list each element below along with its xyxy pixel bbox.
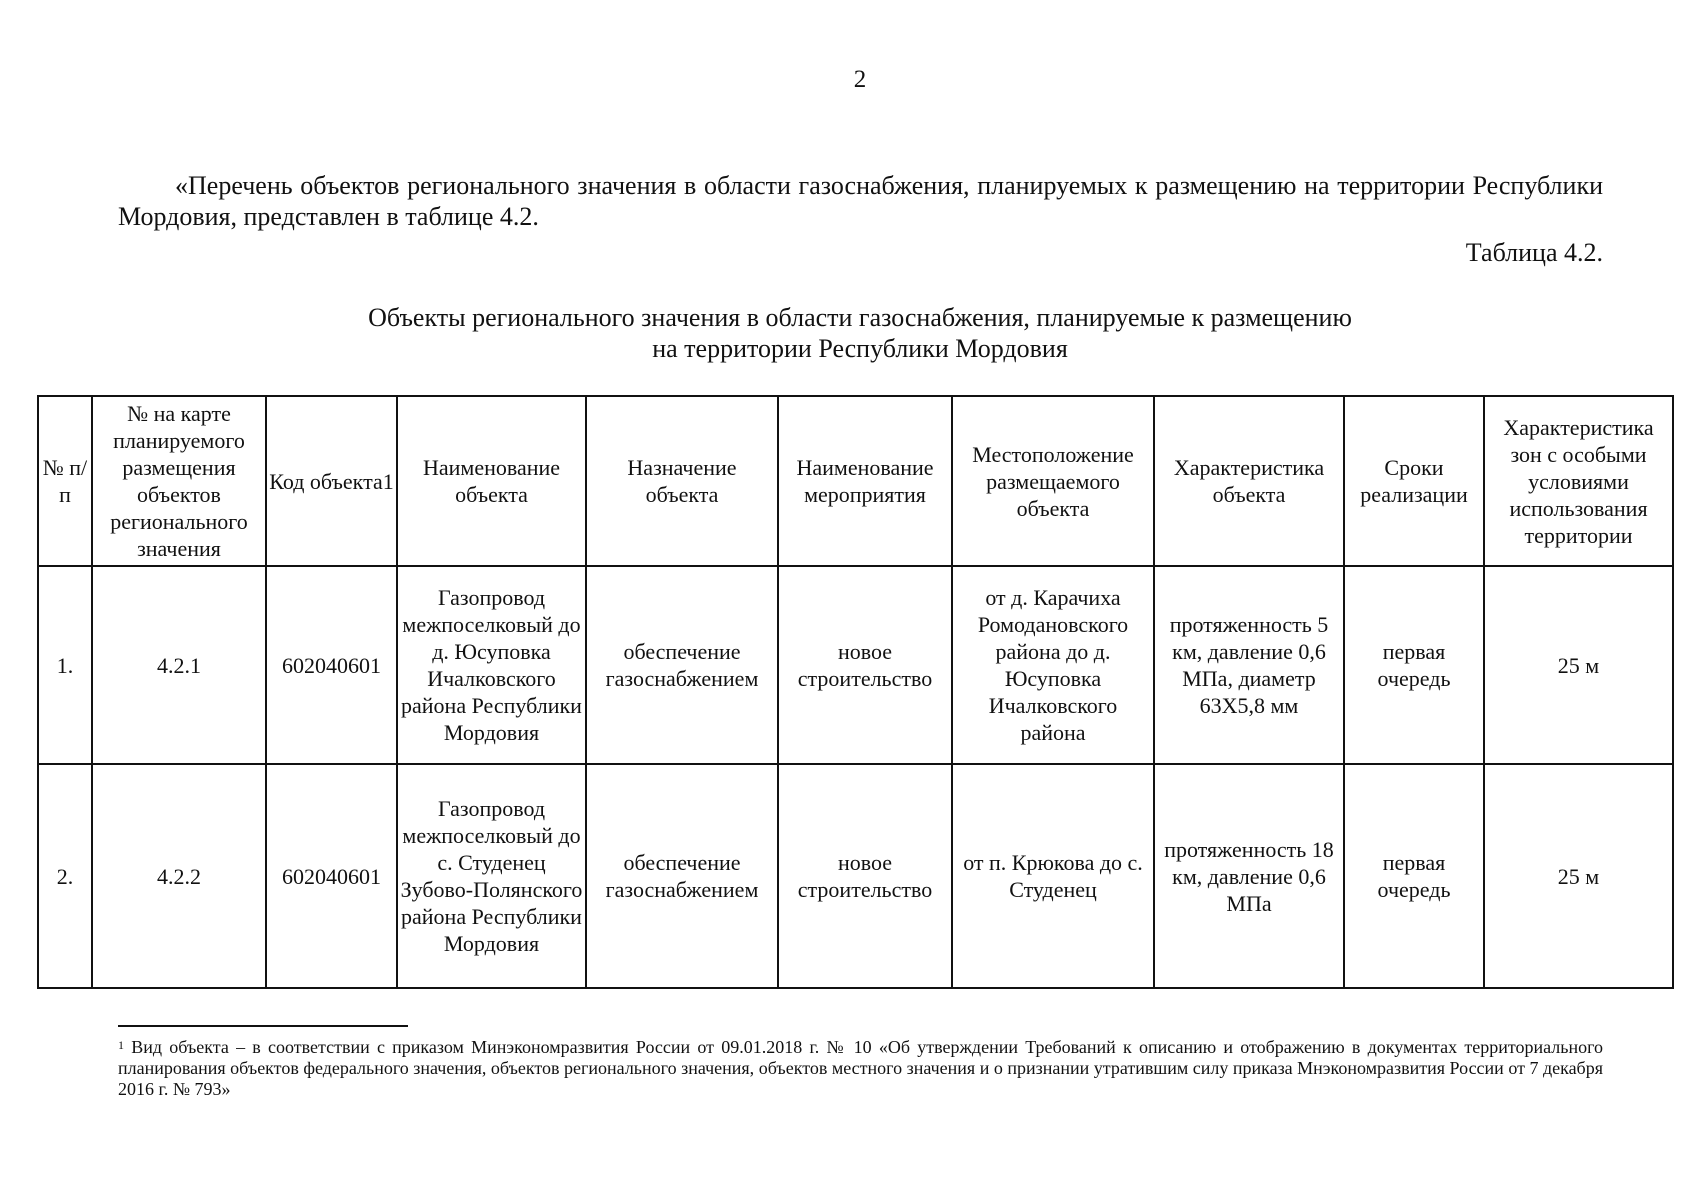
- table-header-row: [38, 396, 1673, 566]
- intro-paragraph: «Перечень объектов регионального значения в области газоснабжения, планируемых к размещению на территории Республики Мордовия, представлен в таблице 4.2.: [118, 171, 1603, 231]
- header-cell-characteristic: Характеристика объекта: [1154, 396, 1344, 566]
- header-cell-location: Местоположение размещаемого объекта: [952, 396, 1154, 566]
- header-cell-purpose: Назначение объекта: [586, 396, 778, 566]
- cell-term: первая очередь: [1344, 764, 1484, 988]
- cell-characteristic: протяженность 18 км, давление 0,6 МПа: [1154, 764, 1344, 988]
- cell-num: 1.: [38, 566, 92, 764]
- cell-location: от п. Крюкова до с. Студенец: [952, 764, 1154, 988]
- table-title: [300, 302, 1420, 364]
- header-cell-code: Код объекта1: [266, 396, 397, 566]
- footnote-divider: [118, 1025, 408, 1027]
- cell-zone: 25 м: [1484, 566, 1673, 764]
- header-cell-name: Наименование объекта: [397, 396, 586, 566]
- table-title-line-1: Объекты регионального значения в области газоснабжения, планируемые к размещению: [368, 303, 1352, 332]
- objects-table: [37, 395, 1674, 989]
- cell-code: 602040601: [266, 764, 397, 988]
- table-title-line-2: на территории Республики Мордовия: [652, 334, 1068, 363]
- header-cell-activity: Наименование мероприятия: [778, 396, 952, 566]
- cell-purpose: обеспечение газоснабжением: [586, 764, 778, 988]
- cell-activity: новое строительство: [778, 764, 952, 988]
- footnote: [118, 1037, 1603, 1100]
- cell-map-no: 4.2.2: [92, 764, 266, 988]
- header-cell-map-no: № на карте планируемого размещения объектов регионального значения: [92, 396, 266, 566]
- cell-purpose: обеспечение газоснабжением: [586, 566, 778, 764]
- footnote-marker: 1: [118, 1038, 124, 1052]
- cell-name: Газопровод межпоселковый до д. Юсуповка Ичалковского района Республики Мордовия: [397, 566, 586, 764]
- cell-location: от д. Карачиха Ромодановского района до д. Юсуповка Ичалковского района: [952, 566, 1154, 764]
- cell-activity: новое строительство: [778, 566, 952, 764]
- header-cell-zone: Характеристика зон с особыми условиями использования территории: [1484, 396, 1673, 566]
- cell-zone: 25 м: [1484, 764, 1673, 988]
- table-label: Таблица 4.2.: [1465, 238, 1603, 267]
- page-number: 2: [853, 66, 867, 93]
- cell-code: 602040601: [266, 566, 397, 764]
- footnote-text: Вид объекта – в соответствии с приказом Минэкономразвития России от 09.01.2018 г. № 10 «Об утверждении Требований к описанию и отображению в документах территориального планирования объектов федерального значения, объектов регионального значения, объектов местного значения и о признании утратившим силу приказа Мнэкономразвития России от 7 декабря 2016 г. № 793»: [118, 1037, 1604, 1099]
- cell-map-no: 4.2.1: [92, 566, 266, 764]
- table-row: [38, 566, 1673, 764]
- cell-term: первая очередь: [1344, 566, 1484, 764]
- cell-characteristic: протяженность 5 км, давление 0,6 МПа, диаметр 63Х5,8 мм: [1154, 566, 1344, 764]
- header-cell-term: Сроки реализации: [1344, 396, 1484, 566]
- cell-name: Газопровод межпоселковый до с. Студенец Зубово-Полянского района Республики Мордовия: [397, 764, 586, 988]
- header-cell-num: № п/п: [38, 396, 92, 566]
- cell-num: 2.: [38, 764, 92, 988]
- table-row: [38, 764, 1673, 988]
